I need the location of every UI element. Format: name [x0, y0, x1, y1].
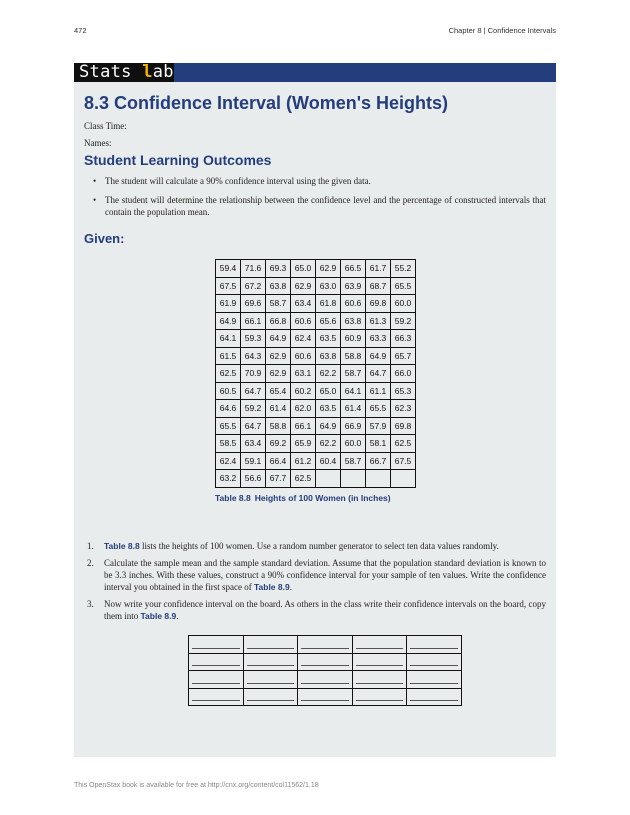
height-cell: 65.5 [391, 277, 416, 295]
table-row [216, 400, 416, 418]
height-cell: 59.4 [216, 260, 241, 278]
table-row [189, 636, 462, 654]
table-row [216, 330, 416, 348]
height-cell: 62.5 [391, 435, 416, 453]
table-row [216, 260, 416, 278]
blank-answer-line [192, 675, 240, 684]
height-cell: 64.1 [341, 382, 366, 400]
height-cell: 68.7 [366, 277, 391, 295]
height-cell: 65.9 [291, 435, 316, 453]
height-cell: 66.0 [391, 365, 416, 383]
logo-suffix: ab [152, 62, 174, 82]
table-row [216, 365, 416, 383]
height-cell: 58.7 [341, 452, 366, 470]
heights-table [215, 259, 416, 488]
height-cell: 60.5 [216, 382, 241, 400]
height-cell: 60.9 [341, 330, 366, 348]
height-cell: 64.7 [241, 417, 266, 435]
given-heading: Given: [84, 231, 125, 246]
table-row [189, 671, 462, 689]
interval-entry-cell[interactable] [298, 671, 353, 689]
height-cell: 63.8 [266, 277, 291, 295]
height-cell: 60.6 [341, 295, 366, 313]
blank-answer-line [356, 657, 404, 666]
height-cell: 62.2 [316, 365, 341, 383]
logo-prefix: Stats [79, 62, 143, 82]
height-cell: 66.5 [341, 260, 366, 278]
blank-answer-line [301, 640, 349, 649]
height-cell [316, 470, 341, 488]
height-cell: 57.9 [366, 417, 391, 435]
height-cell: 60.6 [291, 347, 316, 365]
height-cell: 61.8 [316, 295, 341, 313]
table-row [216, 382, 416, 400]
height-cell: 62.4 [291, 330, 316, 348]
interval-entry-cell[interactable] [243, 636, 298, 654]
height-cell: 61.5 [216, 347, 241, 365]
height-cell: 58.5 [216, 435, 241, 453]
height-cell: 60.4 [316, 452, 341, 470]
height-cell: 61.4 [266, 400, 291, 418]
height-cell: 69.8 [391, 417, 416, 435]
names-label: Names: [84, 138, 112, 148]
height-cell: 62.9 [266, 347, 291, 365]
blank-answer-line [356, 692, 404, 701]
height-cell: 65.4 [266, 382, 291, 400]
height-cell: 70.9 [241, 365, 266, 383]
interval-entry-cell[interactable] [298, 688, 353, 706]
height-cell: 63.8 [316, 347, 341, 365]
lab-title: 8.3 Confidence Interval (Women's Heights) [84, 93, 449, 113]
interval-entry-cell[interactable] [243, 653, 298, 671]
height-cell: 63.4 [241, 435, 266, 453]
blank-answer-line [247, 657, 295, 666]
height-cell: 62.0 [291, 400, 316, 418]
blank-answer-line [247, 675, 295, 684]
height-cell [391, 470, 416, 488]
height-cell: 61.4 [341, 400, 366, 418]
height-cell: 69.2 [266, 435, 291, 453]
height-cell: 55.2 [391, 260, 416, 278]
outcomes-list [94, 175, 546, 225]
height-cell: 62.2 [316, 435, 341, 453]
table-row [216, 295, 416, 313]
height-cell: 62.9 [266, 365, 291, 383]
blank-answer-line [192, 657, 240, 666]
blank-answer-line [301, 675, 349, 684]
interval-entry-cell[interactable] [407, 671, 462, 689]
blank-answer-line [247, 692, 295, 701]
height-cell: 62.9 [291, 277, 316, 295]
interval-entry-cell[interactable] [189, 671, 244, 689]
height-cell: 58.8 [266, 417, 291, 435]
interval-entry-cell[interactable] [243, 688, 298, 706]
height-cell: 63.5 [316, 400, 341, 418]
height-cell: 64.9 [366, 347, 391, 365]
height-cell: 67.5 [391, 452, 416, 470]
outcome-item: • The student will calculate a 90% confidence interval using the given data. [94, 175, 546, 187]
blank-answer-line [356, 675, 404, 684]
height-cell: 66.1 [241, 312, 266, 330]
interval-entry-cell[interactable] [189, 636, 244, 654]
table-row [216, 312, 416, 330]
step-text: lists the heights of 100 women. Use a random number generator to select ten data values randomly. [139, 541, 499, 551]
height-cell: 59.1 [241, 452, 266, 470]
interval-table-body [189, 636, 462, 706]
step-number: 3. [87, 599, 94, 609]
height-cell: 61.1 [366, 382, 391, 400]
interval-entry-cell[interactable] [189, 653, 244, 671]
height-cell: 65.7 [391, 347, 416, 365]
stats-lab-banner [74, 63, 556, 82]
height-cell: 62.5 [216, 365, 241, 383]
height-cell: 64.9 [216, 312, 241, 330]
height-cell: 69.6 [241, 295, 266, 313]
logo-mark: l [142, 62, 153, 82]
stats-lab-logo [74, 63, 174, 82]
height-cell: 63.9 [341, 277, 366, 295]
table-reference-link[interactable]: Table 8.9 [140, 611, 177, 621]
height-cell: 64.6 [216, 400, 241, 418]
height-cell: 67.2 [241, 277, 266, 295]
height-cell: 62.4 [216, 452, 241, 470]
blank-answer-line [192, 692, 240, 701]
interval-entry-cell[interactable] [189, 688, 244, 706]
heights-table-body [216, 260, 416, 488]
table-row [216, 347, 416, 365]
height-cell: 65.5 [216, 417, 241, 435]
table-reference-link[interactable]: Table 8.9 [253, 582, 290, 592]
blank-answer-line [356, 640, 404, 649]
height-cell: 64.9 [266, 330, 291, 348]
height-cell: 61.2 [291, 452, 316, 470]
height-cell: 65.0 [316, 382, 341, 400]
step-item [87, 540, 546, 552]
height-cell: 71.6 [241, 260, 266, 278]
blank-answer-line [410, 675, 458, 684]
height-cell: 58.7 [341, 365, 366, 383]
interval-entry-cell[interactable] [352, 636, 407, 654]
height-cell: 60.0 [341, 435, 366, 453]
outcomes-heading: Student Learning Outcomes [84, 152, 272, 168]
height-cell: 63.8 [341, 312, 366, 330]
height-cell: 64.7 [241, 382, 266, 400]
interval-entry-cell[interactable] [352, 653, 407, 671]
interval-entry-cell[interactable] [352, 671, 407, 689]
table-caption-number: Table 8.8 [215, 493, 251, 503]
height-cell: 63.5 [316, 330, 341, 348]
outcome-item: • The student will determine the relationship between the confidence level and the percentage of constructed intervals that contain the population mean. [94, 194, 546, 218]
confidence-interval-table [188, 635, 462, 706]
page-number: 472 [74, 26, 87, 35]
interval-entry-cell[interactable] [298, 636, 353, 654]
height-cell: 63.2 [216, 470, 241, 488]
step-number: 2. [87, 558, 94, 568]
step-end: . [289, 582, 292, 592]
blank-answer-line [192, 640, 240, 649]
height-cell: 69.3 [266, 260, 291, 278]
table-row [189, 653, 462, 671]
height-cell: 61.7 [366, 260, 391, 278]
interval-entry-cell[interactable] [352, 688, 407, 706]
height-cell: 56.6 [241, 470, 266, 488]
height-cell: 60.2 [291, 382, 316, 400]
interval-entry-cell[interactable] [407, 636, 462, 654]
height-cell: 60.0 [391, 295, 416, 313]
blank-answer-line [410, 692, 458, 701]
height-cell: 60.6 [291, 312, 316, 330]
height-cell: 58.7 [266, 295, 291, 313]
blank-answer-line [410, 657, 458, 666]
height-cell: 66.4 [266, 452, 291, 470]
height-cell: 66.9 [341, 417, 366, 435]
blank-answer-line [301, 657, 349, 666]
height-cell: 63.1 [291, 365, 316, 383]
table-row [216, 470, 416, 488]
height-cell [366, 470, 391, 488]
table-row [189, 688, 462, 706]
step-end: . [176, 611, 179, 621]
height-cell: 66.8 [266, 312, 291, 330]
height-cell: 66.1 [291, 417, 316, 435]
step-text: Now write your confidence interval on the board. As others in the class write their confidence intervals on the board, copy them into [104, 599, 546, 621]
height-cell: 67.5 [216, 277, 241, 295]
class-time-label: Class Time: [84, 121, 127, 131]
step-item [87, 598, 546, 622]
height-cell: 59.2 [241, 400, 266, 418]
step-number: 1. [87, 541, 94, 551]
interval-entry-cell[interactable] [407, 653, 462, 671]
height-cell: 69.8 [366, 295, 391, 313]
height-cell: 63.3 [366, 330, 391, 348]
interval-entry-cell[interactable] [243, 671, 298, 689]
step-item [87, 557, 546, 593]
height-cell: 65.5 [366, 400, 391, 418]
interval-entry-cell[interactable] [407, 688, 462, 706]
height-cell: 65.0 [291, 260, 316, 278]
table-row [216, 435, 416, 453]
table-caption [215, 492, 405, 504]
height-cell: 64.3 [241, 347, 266, 365]
height-cell: 63.4 [291, 295, 316, 313]
height-cell: 66.7 [366, 452, 391, 470]
height-cell: 58.1 [366, 435, 391, 453]
table-row [216, 452, 416, 470]
height-cell: 61.3 [366, 312, 391, 330]
height-cell: 62.5 [291, 470, 316, 488]
step-text: Calculate the sample mean and the sample standard deviation. Assume that the population standard deviation is known to be 3.3 inches. With these values, construct a 90% confidence interval for your sample of ten values. Write the confidence interval you obtained in the first space of [104, 558, 546, 592]
height-cell: 58.8 [341, 347, 366, 365]
height-cell: 59.3 [241, 330, 266, 348]
height-cell: 65.3 [391, 382, 416, 400]
interval-entry-cell[interactable] [298, 653, 353, 671]
height-cell: 65.6 [316, 312, 341, 330]
height-cell: 64.9 [316, 417, 341, 435]
blank-answer-line [247, 640, 295, 649]
height-cell [341, 470, 366, 488]
height-cell: 67.7 [266, 470, 291, 488]
table-caption-text: Heights of 100 Women (in Inches) [254, 493, 391, 503]
table-reference-link[interactable]: Table 8.8 [104, 541, 140, 551]
height-cell: 59.2 [391, 312, 416, 330]
height-cell: 66.3 [391, 330, 416, 348]
height-cell: 63.0 [316, 277, 341, 295]
height-cell: 64.1 [216, 330, 241, 348]
height-cell: 62.3 [391, 400, 416, 418]
table-row [216, 417, 416, 435]
height-cell: 61.9 [216, 295, 241, 313]
table-row [216, 277, 416, 295]
blank-answer-line [301, 692, 349, 701]
chapter-running-head: Chapter 8 | Confidence Intervals [448, 26, 556, 35]
footer-note: This OpenStax book is available for free at http://cnx.org/content/col11562/1.18 [74, 782, 319, 789]
height-cell: 62.9 [316, 260, 341, 278]
lab-steps [87, 540, 546, 627]
height-cell: 64.7 [366, 365, 391, 383]
blank-answer-line [410, 640, 458, 649]
